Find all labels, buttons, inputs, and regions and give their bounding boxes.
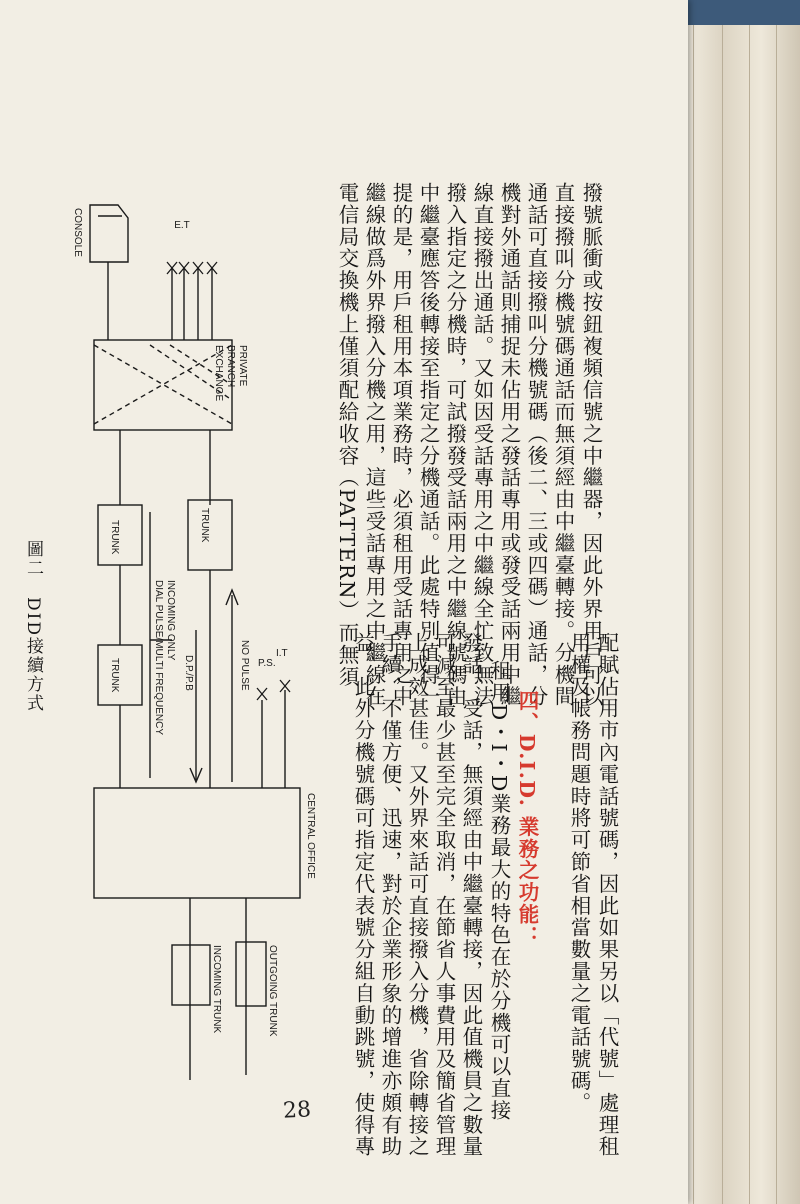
upper-line-9: 繼線做爲外界撥入分機之用，這些受話專用之中繼線在 [362,182,386,708]
upper-line-5: 線直接撥出通話。又如因受話專用之中繼線全忙致無法 [470,182,494,708]
did-diagram [0,0,340,1100]
outgoing-trunk-box [236,942,266,1006]
figure-caption: 圖二 DID接續方式 [23,540,43,713]
label-no-pulse: NO PULSE [239,640,250,691]
section-heading: 四、D.I.D. 業務之功能： [515,690,539,948]
lower-line-7: 上成效甚佳。又外界來話可直接撥入分機，省除轉接之 [405,632,429,1158]
e-t-x-marks [167,262,290,700]
label-dpb: D.P./P.B [183,655,194,691]
upper-line-3: 通話可直接撥叫分機號碼（後二、三或四碼）通話，分 [524,182,548,708]
label-pbx-1: PRIVATE [237,345,248,387]
label-trunk-2: TRUNK [199,508,210,543]
label-ps: P.S. [258,658,276,669]
lower-line-1: 配賦佔用市內電話號碼，因此如果另以「代號」處理租 [595,632,619,1158]
label-outgoing-trunk: OUTGOING TRUNK [267,945,278,1037]
label-incoming-only: INCOMING ONLY [165,580,176,661]
upper-line-2: 直接撥叫分機號碼通話而無須經由中繼臺轉接。分機間 [551,182,575,708]
upper-line-4: 機對外通話則捕捉未佔用之發話專用或發受話兩用中繼 [497,182,521,708]
label-dial-pulse: DIAL PULSE/MULTI FREQUENCY [153,580,164,736]
page-number: 28 [282,1097,312,1124]
upper-line-6: 撥入指定之分機時，可試撥發受話兩用之中繼線號碼由 [443,182,467,708]
lower-line-5: 發話、受話，無須經由中繼臺轉接，因此值機員之數量 [459,632,483,1158]
incoming-trunk-box [172,945,210,1005]
label-pbx-3: EXCHANGE [213,345,224,402]
label-it: I.T [276,648,288,659]
upper-line-10: 電信局交換機上僅須配給收容（PATTERN）而無須 [335,182,359,688]
label-console: CONSOLE [72,208,83,257]
label-pbx-2: BRANCH [225,345,236,388]
lower-line-4: 租用D・I・D業務最大的特色在於分機可以直接 [487,660,511,1122]
upper-line-1: 撥號脈衝或按鈕複頻信號之中繼器，因此外界用戶可以 [579,182,603,708]
label-trunk-1: TRUNK [109,520,120,555]
pbx-box [94,340,232,430]
upper-line-7: 中繼臺應答後轉接至指定之分機通話。此處特別值得一 [416,182,440,708]
label-trunk-3: TRUNK [109,658,120,693]
label-et: E.T [174,220,190,231]
lower-line-6: 可減至最少甚至完全取消，在節省人事費用及簡省管理 [432,632,456,1158]
label-central-office: CENTRAL OFFICE [305,793,316,879]
lower-line-9: 益。此外分機號碼可指定代表號分組自動跳號，使得專 [351,632,375,1158]
lower-line-2: 用權及帳務問題時將可節省相當數量之電話號碼。 [567,632,591,1114]
central-office-box [94,788,300,898]
console-shape [90,205,128,262]
lower-line-8: 手續，不僅方便、迅速，對於企業形象的增進亦頗有助 [378,632,402,1158]
upper-line-8: 提的是，用戶租用本項業務時，必須租用受話專用之中 [389,182,413,708]
label-incoming-trunk: INCOMING TRUNK [211,945,222,1034]
